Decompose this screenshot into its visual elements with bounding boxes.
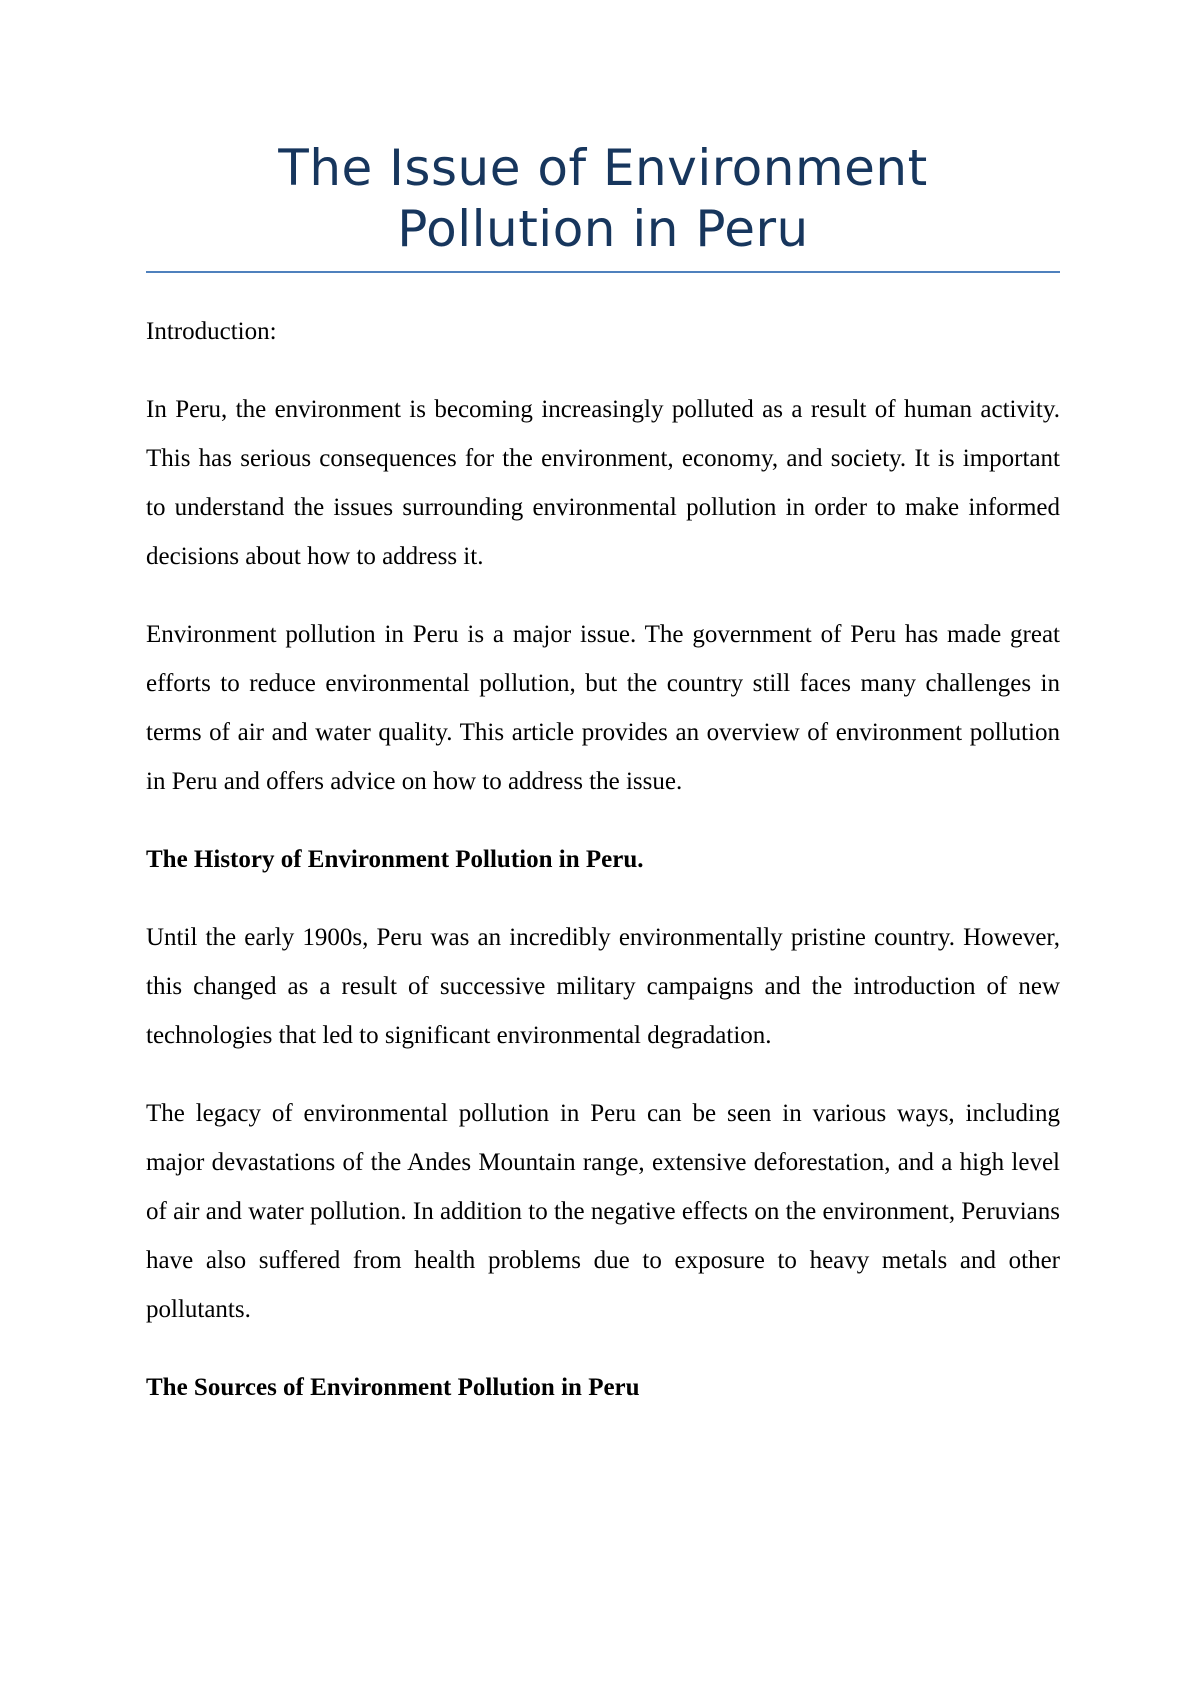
intro-label: Introduction: bbox=[146, 318, 277, 345]
title-line-1: The Issue of Environment bbox=[278, 139, 928, 197]
history-paragraph-1: Until the early 1900s, Peru was an incredibly environmentally pristine country. However, this changed as a result of successive military campaigns and the introduction of new technologies that led to significant environmental degradation. bbox=[146, 924, 1060, 1049]
section-heading-sources: The Sources of Environment Pollution in Peru bbox=[146, 1374, 640, 1401]
history-paragraph-2: The legacy of environmental pollution in Peru can be seen in various ways, including major devastations of the Andes Mountain range, extensive deforestation, and a high level of air and water pollution. In addition to the negative effects on the environment, Peruvians have also suffered from health problems due to exposure to heavy metals and other pollutants. bbox=[146, 1100, 1060, 1323]
document-body bbox=[146, 307, 1060, 1412]
document-page bbox=[146, 138, 1060, 1441]
title-divider bbox=[146, 271, 1060, 273]
intro-paragraph-2: Environment pollution in Peru is a major issue. The government of Peru has made great efforts to reduce environmental pollution, but the country still faces many challenges in terms of air and water quality. This article provides an overview of environment pollution in Peru and offers advice on how to address the issue. bbox=[146, 621, 1060, 795]
document-title bbox=[146, 138, 1060, 271]
intro-paragraph-1: In Peru, the environment is becoming increasingly polluted as a result of human activity. This has serious consequences for the environment, economy, and society. It is important to understand the issues surrounding environmental pollution in order to make informed decisions about how to address it. bbox=[146, 396, 1060, 570]
section-heading-history: The History of Environment Pollution in Peru. bbox=[146, 846, 644, 873]
title-line-2: Pollution in Peru bbox=[397, 200, 809, 258]
